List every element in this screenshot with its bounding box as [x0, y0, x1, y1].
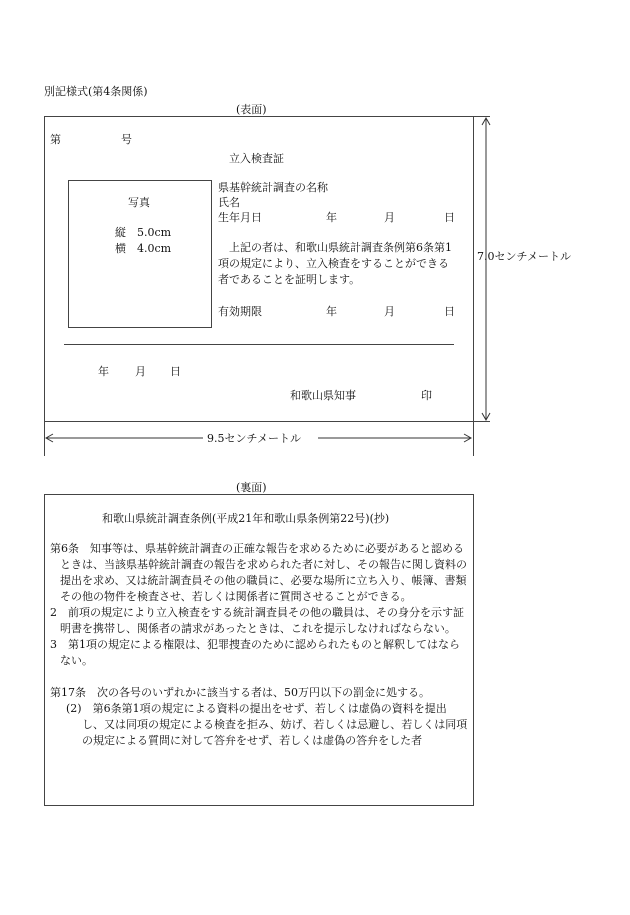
photo-height-spec: 縦 5.0cm [115, 226, 172, 239]
photo-label: 写真 [128, 196, 150, 209]
back-caption: (裏面) [236, 481, 267, 494]
issue-month: 月 [135, 365, 146, 378]
issue-year: 年 [98, 365, 109, 378]
photo-width-spec: 横 4.0cm [115, 242, 172, 255]
valid-until-label: 有効期限 [218, 305, 262, 318]
birth-date-label: 生年月日 [218, 211, 262, 224]
card-title: 立入検査証 [229, 152, 284, 165]
form-heading: 別記様式(第4条関係) [44, 85, 148, 98]
birth-year: 年 [326, 211, 337, 224]
valid-day: 日 [444, 305, 455, 318]
survey-name-label: 県基幹統計調査の名称 [218, 181, 328, 194]
front-caption: (表面) [236, 103, 267, 116]
valid-month: 月 [384, 305, 395, 318]
article-6-paragraph-2: 2 前項の規定により立入検査をする統計調査員その他の職員は、その身分を示す証明書を携帯し、関係者の請求があったときは、これを提示しなければならない。 [50, 606, 464, 635]
article-17-item-2: (2) 第6条第1項の規定による資料の提出をせず、若しくは虚偽の資料を提出し、又は同項の規定による検査を拒み、妨げ、若しくは忌避し、若しくは同項の規定による質問に対して答弁をせず、若しくは虚偽の答弁をした者 [66, 702, 468, 747]
certificate-number-prefix: 第 [50, 133, 61, 146]
valid-year: 年 [326, 305, 337, 318]
certification-line-3: 者であることを証明します。 [218, 273, 361, 286]
issuer-title: 和歌山県知事 [290, 389, 356, 402]
certificate-number-suffix: 号 [121, 133, 132, 146]
name-label: 氏名 [218, 196, 240, 209]
issue-day: 日 [170, 365, 181, 378]
article-6-paragraph-1: 第6条 知事等は、県基幹統計調査の正確な報告を求めるために必要があると認めるときは、当該県基幹統計調査の報告を求められた者に対し、その報告に関し資料の提出を求め、又は統計調査員その他の職員に、必要な場所に立ち入り、帳簿、書類その他の物件を検査させ、若しくは関係者に質問させることができる。 [50, 542, 467, 603]
seal-mark: 印 [421, 389, 432, 402]
width-dimension-label: 9.5センチメートル [207, 432, 302, 445]
certification-line-1: 上記の者は、和歌山県統計調査条例第6条第1 [218, 241, 452, 254]
article-17: 第17条 次の各号のいずれかに該当する者は、50万円以下の罰金に処する。 [50, 686, 430, 699]
birth-month: 月 [384, 211, 395, 224]
birth-day: 日 [444, 211, 455, 224]
height-dimension-label: 7.0センチメートル [477, 250, 572, 263]
certification-line-2: 項の規定により、立入検査をすることができる [218, 257, 449, 270]
ordinance-title: 和歌山県統計調査条例(平成21年和歌山県条例第22号)(抄) [102, 512, 390, 525]
article-6-paragraph-3: 3 第1項の規定による権限は、犯罪捜査のために認められたものと解釈してはならない。 [50, 638, 460, 667]
ordinance-excerpt [50, 541, 468, 749]
